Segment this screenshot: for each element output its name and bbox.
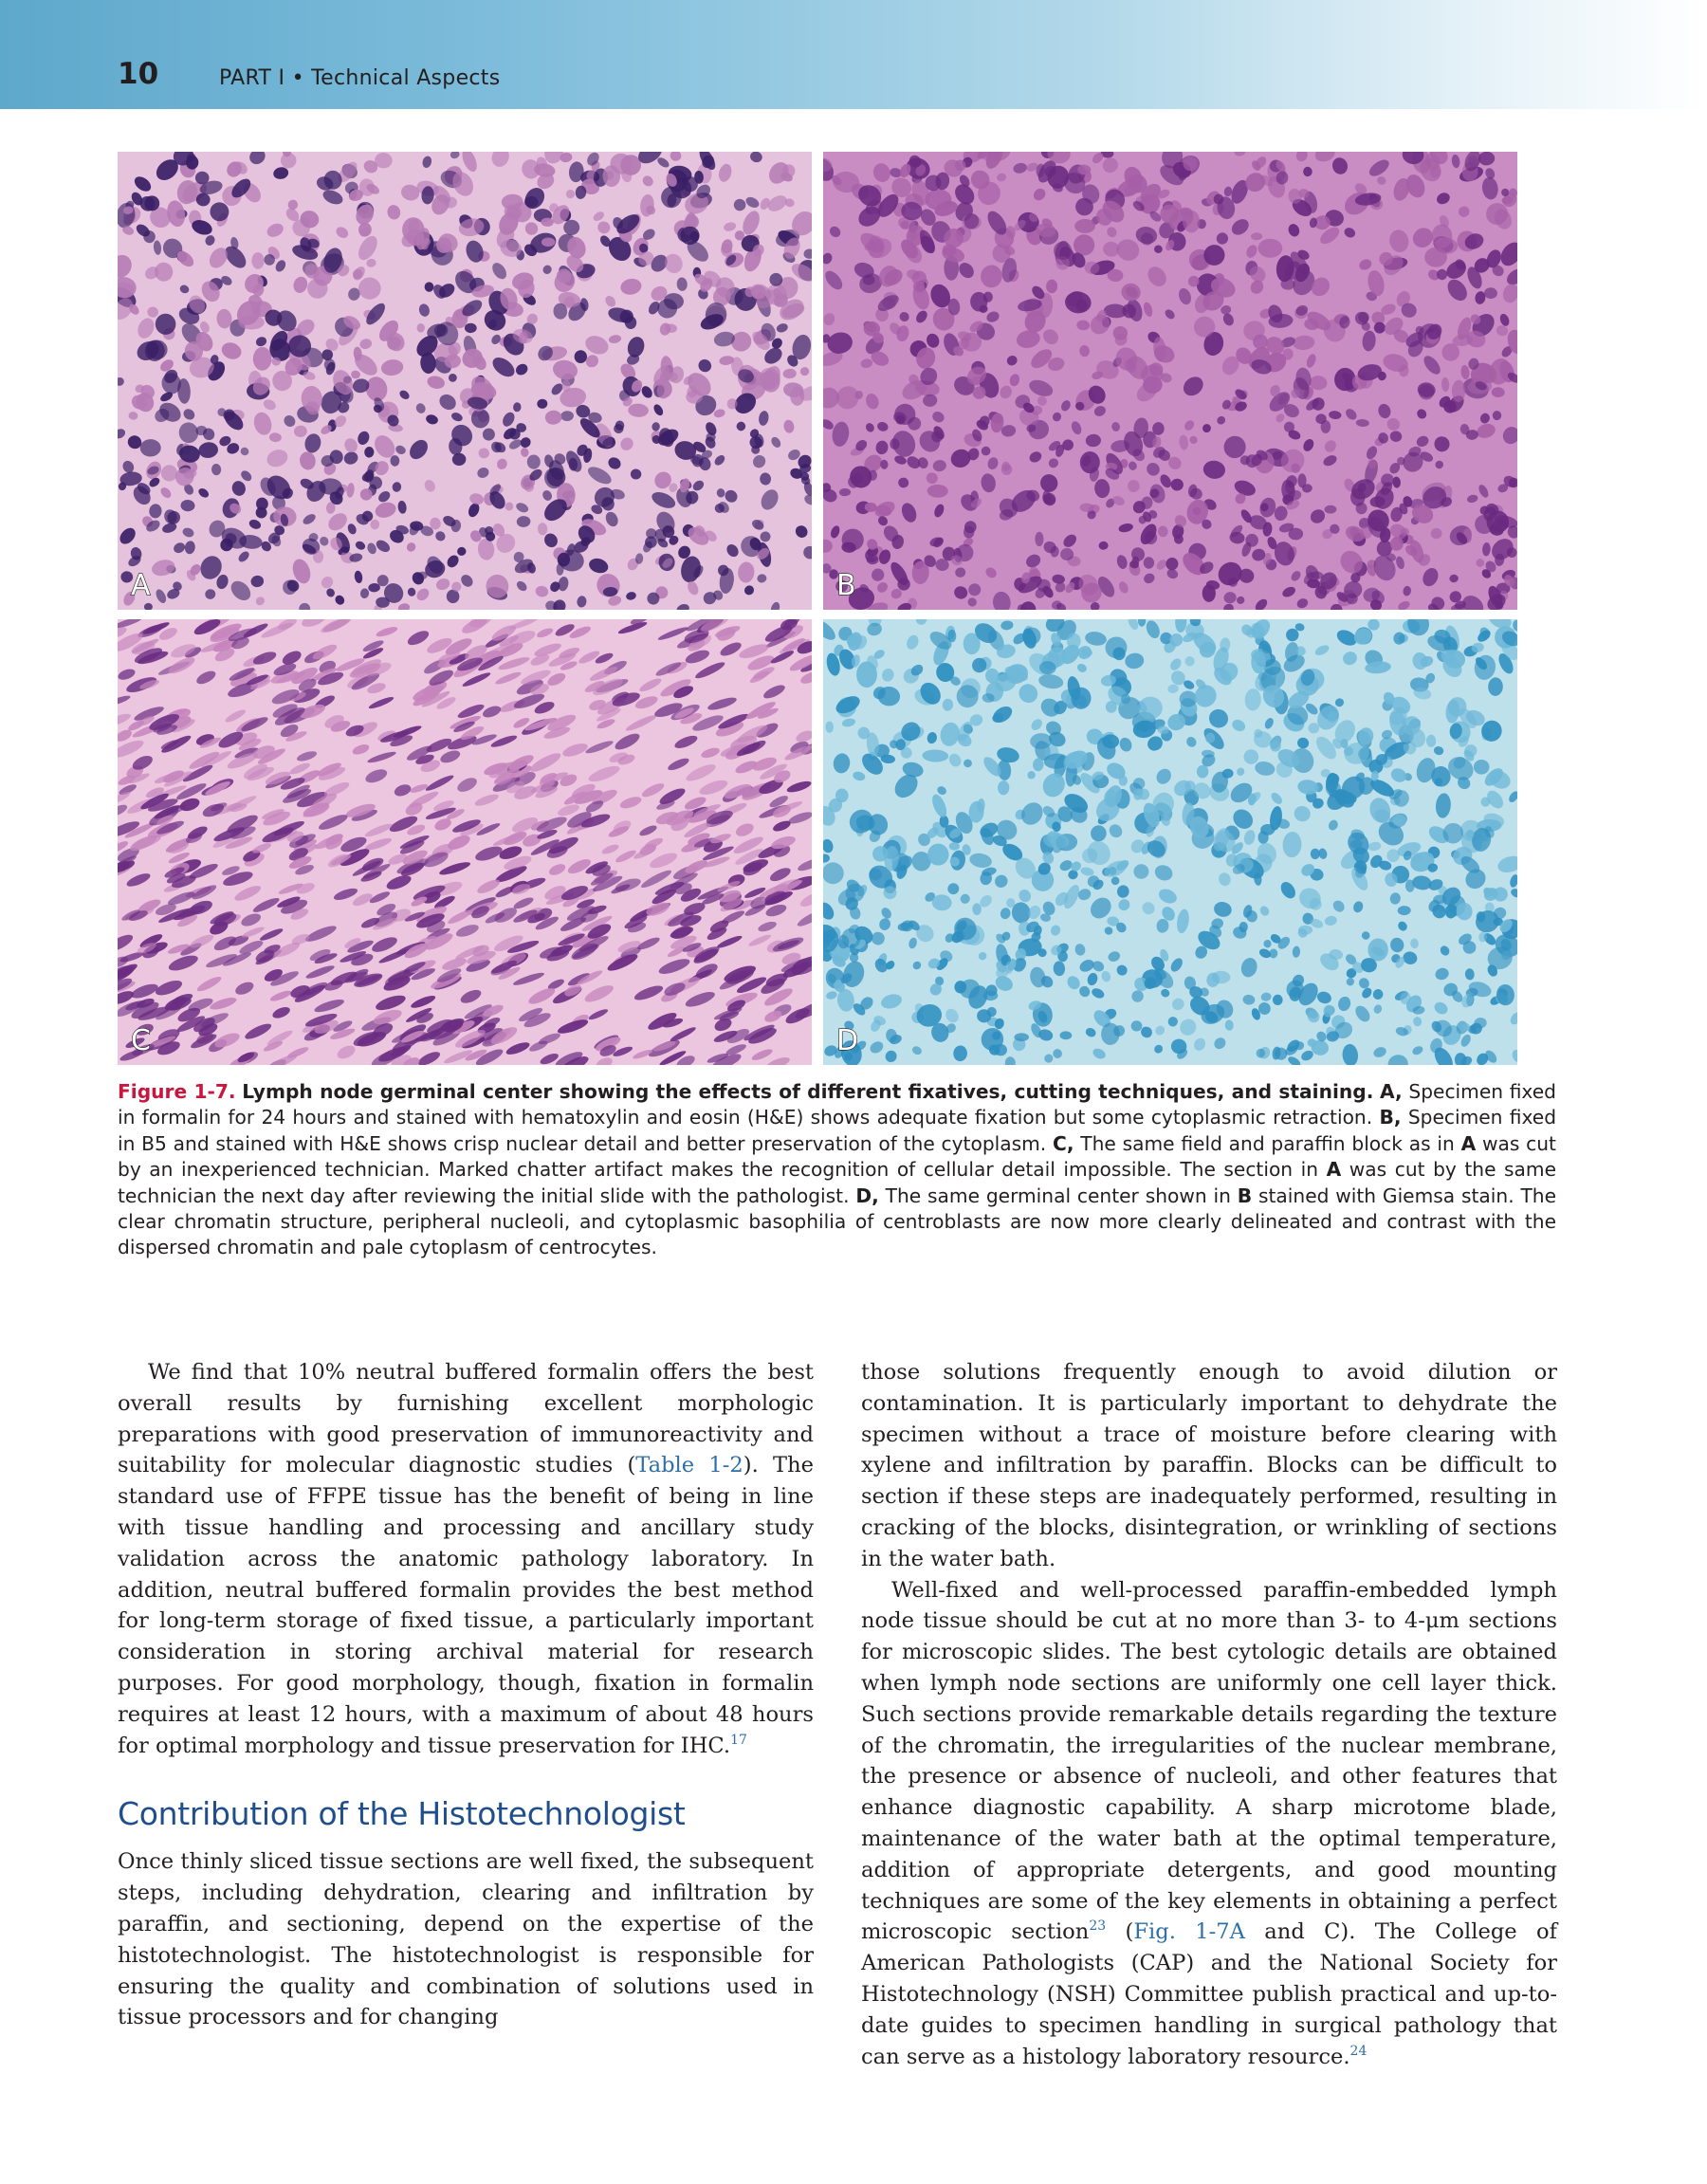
figure-panel-c	[118, 619, 812, 1065]
micrograph-d	[823, 619, 1517, 1065]
figure-reference-link[interactable]: Fig. 1-7A	[1133, 1919, 1245, 1945]
figure-title: Lymph node germinal center showing the effects of different fixatives, cutting techniques, and staining.	[242, 1080, 1374, 1103]
paragraph: Once thinly sliced tissue sections are well fixed, the subsequent steps, including dehydration, clearing and infiltration by paraffin, and sectioning, depend on the expertise of the histotechnologist. The histotechnologist is responsible for ensuring the quality and combination of solutions used in tissue processors and for changing	[118, 1849, 814, 2030]
caption-ref-a: A	[1460, 1131, 1477, 1155]
panel-label-a: A	[131, 569, 151, 602]
citation-reference[interactable]: 24	[1349, 2043, 1367, 2059]
header-band	[0, 0, 1707, 109]
figure-panel-a	[118, 152, 812, 610]
caption-label-d: D,	[855, 1184, 879, 1207]
text-run: and C). The College of American Pathologists (CAP) and the National Society for Histotechnology (NSH) Committee publish practical and up-to-date guides to specimen handling in surgical pathology that can serve as a histology laboratory resource.	[861, 1919, 1557, 2069]
micrograph-b	[823, 152, 1517, 610]
paragraph	[118, 1357, 814, 1761]
caption-ref-b: B	[1237, 1184, 1253, 1207]
text-run: ). The standard use of FFPE tissue has the benefit of being in line with tissue handling and processing and ancillary study validation across the anatomic pathology laboratory. In addition, neutral buffered formalin provides the best method for long-term storage of fixed tissue, a particularly important consideration in storing archival material for research purposes. For good morphology, though, fixation in formalin requires at least 12 hours, with a maximum of about 48 hours for optimal morphology and tissue preservation for IHC.	[118, 1453, 815, 1758]
figure-number: Figure 1-7.	[118, 1080, 236, 1103]
figure-panel-b	[823, 152, 1517, 610]
caption-text-c2: was cut by the same technician the next day after reviewing the initial slide with the pathologist.	[118, 1158, 1557, 1207]
body-column-left	[118, 1357, 814, 2033]
text-run: (	[1106, 1919, 1134, 1945]
running-head: PART I • Technical Aspects	[219, 66, 501, 90]
paragraph	[861, 1575, 1557, 2073]
micrograph-c	[118, 619, 812, 1065]
caption-ref-a2: A	[1326, 1158, 1342, 1182]
caption-text-d: stained with Giemsa stain. The clear chromatin structure, peripheral nucleoli, and cytoplasmic basophilia of centroblasts are now more clearly delineated and contrast with the dispersed chromatin and pale cytoplasm of centrocytes.	[118, 1184, 1557, 1259]
section-heading: Contribution of the Histotechnologist	[118, 1795, 686, 1833]
caption-label-c: C,	[1053, 1131, 1074, 1155]
text-run: Well-fixed and well-processed paraffin-embedded lymph node tissue should be cut at no more than 3- to 4-μm sections for microscopic slides. The best cytologic details are obtained when lymph node sections are uniformly one cell layer thick. Such sections provide remarkable details regarding the texture of the chromatin, the irregularities of the nuclear membrane, the presence or absence of nucleoli, and other features that enhance diagnostic capability. A sharp microtome blade, maintenance of the water bath at the optimal temperature, addition of appropriate detergents, and good mounting techniques are some of the key elements in obtaining a perfect microscopic section	[861, 1577, 1557, 1945]
caption-text-d-pre: The same germinal center shown in	[885, 1184, 1231, 1207]
paragraph: those solutions frequently enough to avoid dilution or contamination. It is particularly important to dehydrate the specimen without a trace of moisture before clearing with xylene and infiltration by paraffin. Blocks can be difficult to section if these steps are inadequately performed, resulting in cracking of the blocks, disintegration, or wrinkling of sections in the water bath.	[861, 1360, 1557, 1571]
body-column-right	[861, 1357, 1557, 2072]
caption-label-b: B,	[1379, 1106, 1402, 1129]
figure-panel-d	[823, 619, 1517, 1065]
figure-caption	[118, 1079, 1556, 1261]
micrograph-a	[118, 152, 812, 610]
caption-text-a: Specimen fixed in formalin for 24 hours and stained with hematoxylin and eosin (H&E) shows adequate fixation but some cytoplasmic retraction.	[118, 1080, 1556, 1129]
caption-label-a: A,	[1380, 1080, 1403, 1103]
caption-text-c-pre: The same field and paraffin block as in	[1080, 1131, 1455, 1155]
caption-text-c: was cut by an inexperienced technician. Marked chatter artifact makes the recognition of cellular detail impossible. The section in	[118, 1131, 1556, 1182]
panel-label-d: D	[836, 1024, 859, 1057]
citation-reference[interactable]: 23	[1089, 1918, 1107, 1935]
panel-label-c: C	[131, 1024, 151, 1057]
page-number: 10	[118, 57, 159, 91]
table-reference-link[interactable]: Table 1-2	[635, 1453, 743, 1478]
panel-label-b: B	[836, 569, 856, 602]
text-run: We find that 10% neutral buffered formalin offers the best overall results by furnishing excellent morphologic preparations with good preservation of immunoreactivity and suitability for molecular diagnostic studies (	[118, 1360, 814, 1478]
caption-text-b: Specimen fixed in B5 and stained with H&E shows crisp nuclear detail and better preservation of the cytoplasm.	[118, 1106, 1557, 1155]
citation-reference[interactable]: 17	[730, 1732, 747, 1748]
